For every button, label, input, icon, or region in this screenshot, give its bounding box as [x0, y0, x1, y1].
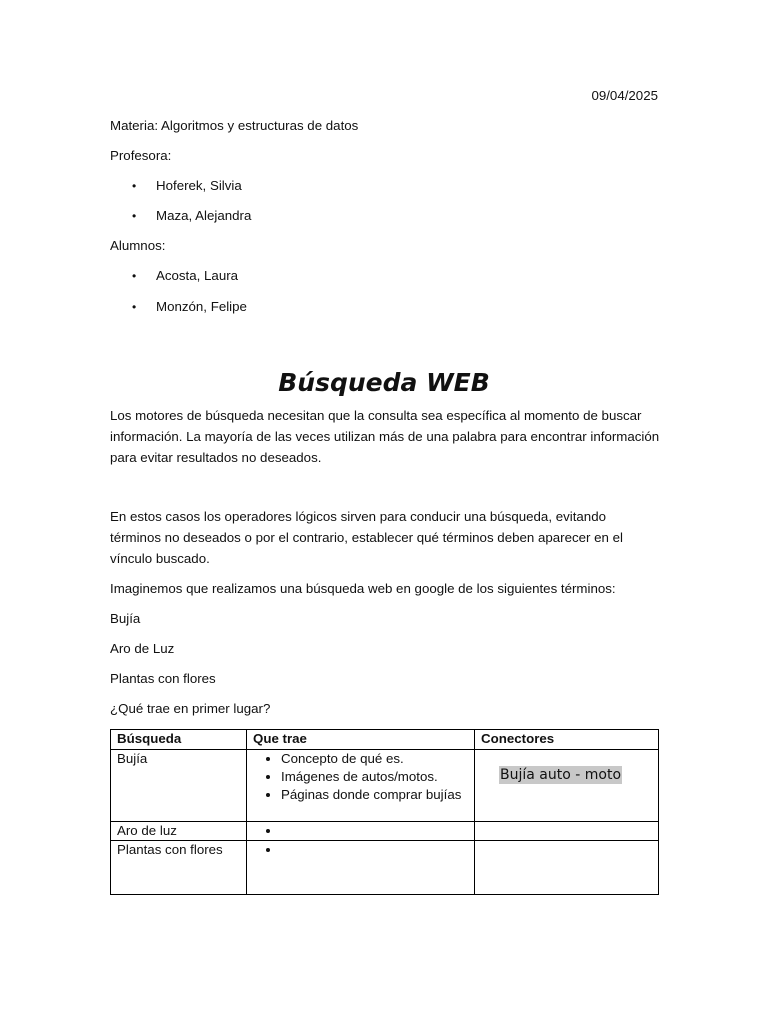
result-item: • Páginas donde comprar bujías [281, 786, 468, 804]
connector-cell [475, 822, 659, 841]
paragraph-imagine: Imaginemos que realizamos una búsqueda web en google de los siguientes términos: [110, 581, 616, 596]
result-item [281, 822, 468, 840]
results-cell [247, 822, 475, 841]
students-label: Alumnos: [110, 238, 166, 253]
search-cell: Aro de luz [111, 822, 247, 841]
term-item: Aro de Luz [110, 641, 175, 656]
connector-cell [475, 841, 659, 895]
search-cell: Plantas con flores [111, 841, 247, 895]
search-cell: Bujía [111, 750, 247, 822]
results-cell [247, 841, 475, 895]
bullet-icon: • [132, 300, 137, 314]
results-list [253, 822, 468, 840]
paragraph-intro: Los motores de búsqueda necesitan que la consulta sea específica al momento de buscar información. La mayoría de las veces utilizan más de una palabra para encontrar información para evitar resultados no deseados. [110, 408, 660, 465]
bullet-icon: • [132, 179, 137, 193]
bullet-icon: • [132, 269, 137, 283]
search-table [110, 729, 659, 895]
connector-highlight: Bujía auto - moto [500, 767, 622, 783]
column-header: Búsqueda [111, 730, 247, 750]
connector-cell [475, 750, 659, 822]
table-row [111, 750, 659, 822]
subject-line: Materia: Algoritmos y estructuras de datos [110, 118, 359, 133]
column-header: Conectores [475, 730, 659, 750]
date: 09/04/2025 [591, 88, 658, 103]
table-row [111, 822, 659, 841]
term-item: Bujía [110, 611, 141, 626]
term-item: Plantas con flores [110, 671, 216, 686]
results-cell [247, 750, 475, 822]
page-title: Búsqueda WEB [278, 368, 490, 397]
paragraph-operators: En estos casos los operadores lógicos sirven para conducir una búsqueda, evitando términos no deseados o por el contrario, establecer qué términos deben aparecer en el vínculo buscado. [110, 509, 623, 566]
teacher-name: Hoferek, Silvia [156, 178, 242, 193]
result-item: • Concepto de qué es. [281, 750, 468, 768]
results-list [253, 750, 468, 804]
results-list [253, 841, 468, 859]
student-name: Monzón, Felipe [156, 299, 247, 314]
teachers-label: Profesora: [110, 148, 172, 163]
bullet-icon: • [132, 209, 137, 223]
table-row [111, 841, 659, 895]
column-header: Que trae [247, 730, 475, 750]
student-name: Acosta, Laura [156, 268, 239, 283]
result-item: • Imágenes de autos/motos. [281, 768, 468, 786]
teacher-name: Maza, Alejandra [156, 208, 252, 223]
table-header-row [111, 730, 659, 750]
question: ¿Qué trae en primer lugar? [110, 701, 271, 716]
result-item [281, 841, 468, 859]
